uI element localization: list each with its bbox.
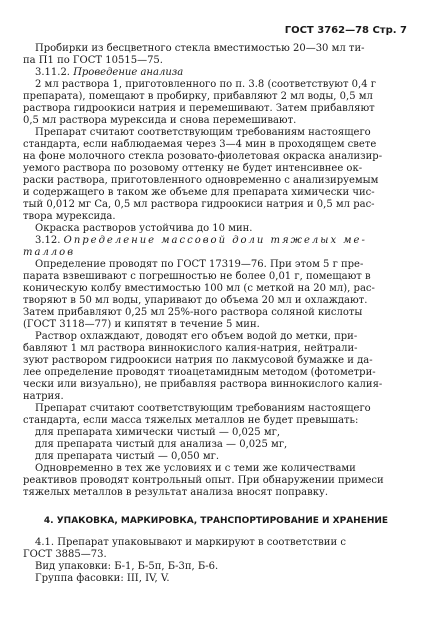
paragraph-packing-group: Группа фасовки: III, IV, V. bbox=[35, 573, 170, 584]
section-heading-packaging: 4. УПАКОВКА, МАРКИРОВКА, ТРАНСПОРТИРОВАНИЕ И ХРАНЕНИЕ bbox=[43, 516, 389, 526]
paragraph-packaging: 4.1. Препарат упаковывают и маркируют в соответствии с ГОСТ 3885—73. bbox=[23, 537, 346, 560]
subsection-heading-analysis: 3.11.2. Проведение анализа bbox=[35, 67, 184, 78]
paragraph-heavy-metals-method: Определение проводят по ГОСТ 17319—76. При этом 5 г пре- парата взвешивают с погрешностью не более 0,01 г, помещают в коническую колбу вместимостью 100 мл (с меткой на 20 мл), рас- творяют в 50 мл воды, упаривают до объема 20 мл и охлаждают. Затем прибавляют 0,25 мл 25%-ного раствора соляной кислоты (ГОСТ 3118—77) и кипятят в течение 5 мин. bbox=[23, 259, 375, 330]
paragraph-cooling: Раствор охлаждают, доводят его объем водой до метки, при- бавляют 1 мл раствора виннокислого калия-натрия, нейтрали- зуют раствором гидроокиси натрия по лакмусовой бумажке и да- лее определение проводят тиоацетамидным методом (фотометри- чески или визуально), не прибавляя раствора виннокислого калия- натрия. bbox=[23, 331, 383, 402]
limits-list bbox=[23, 427, 409, 463]
list-item: для препарата химически чистый — 0,025 мг, bbox=[35, 427, 281, 438]
paragraph-control: Одновременно в тех же условиях и с теми же количествами реактивов проводят контрольный опыт. При обнаружении примеси тяжелых металлов в результат анализа вносят поправку. bbox=[23, 463, 384, 498]
list-item: для препарата чистый — 0,050 мг. bbox=[35, 451, 220, 462]
paragraph-stability: Окраска растворов устойчива до 10 мин. bbox=[35, 223, 253, 234]
document-body bbox=[23, 43, 409, 585]
paragraph-test-tubes: Пробирки из бесцветного стекла вместимостью 20—30 мл ти- па П1 по ГОСТ 10515—75. bbox=[23, 43, 365, 66]
page-header: ГОСТ 3762—78 Стр. 7 bbox=[284, 25, 407, 36]
paragraph-package-type: Вид упаковки: Б-1, Б-5п, Б-3п, Б-6. bbox=[35, 561, 219, 572]
list-item: для препарата чистый для анализа — 0,025 мг, bbox=[35, 439, 288, 450]
paragraph-criterion-calcium: Препарат считают соответствующим требованиям настоящего стандарта, если наблюдаемая через 3—4 мин в проходящем свете на фоне молочного стекла розовато-фиолетовая окраска анализир- уемого раствора по розовому оттенку не будет интенсивнее ок- раски раствора, приготовленного одновременно с анализируемым и содержащего в таком же объеме для препарата химически чис- тый 0,012 мг Ca, 0,5 мл раствора гидроокиси натрия и 0,5 мл рас- твора мурексида. bbox=[23, 127, 383, 222]
subsection-heading-heavy-metals: 3.12. Определение массовой доли тяжелых ме- таллов bbox=[23, 235, 367, 258]
paragraph-criterion-metals: Препарат считают соответствующим требованиям настоящего стандарта, если масса тяжелых металлов не будет превышать: bbox=[23, 403, 371, 426]
paragraph-procedure: 2 мл раствора 1, приготовленного по п. 3.8 (соответствуют 0,4 г препарата), помещают в пробирку, прибавляют 2 мл воды, 0,5 мл раствора гидроокиси натрия и перемешивают. Затем прибавляют 0,5 мл раствора мурексида и снова перемешивают. bbox=[23, 79, 377, 126]
